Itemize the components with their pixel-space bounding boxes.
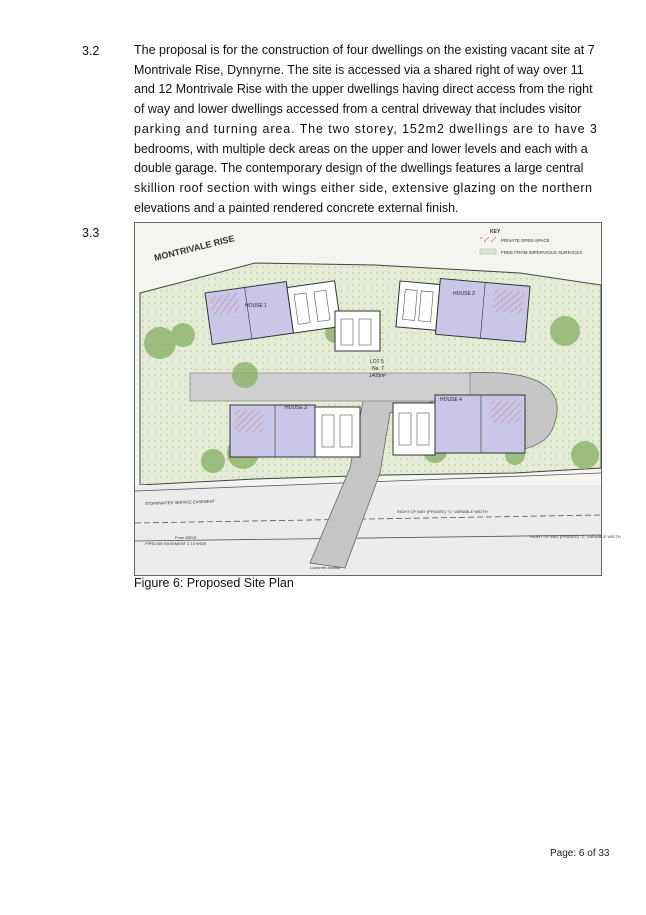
section-3-2-number: 3.2	[82, 44, 100, 58]
paragraph-line: skillion roof section with wings either side, extensive glazing on the northern	[134, 180, 593, 195]
house-3-label: HOUSE 3	[285, 405, 307, 411]
concrete-access-label: Concrete access	[310, 565, 340, 570]
house-4	[393, 395, 525, 455]
page-number: Page: 6 of 33	[550, 848, 610, 859]
visitor-parking	[335, 311, 380, 351]
row-label-lower: RIGHT OF WAY (PRIVATE) "C" VARIABLE WIDTH	[530, 534, 621, 539]
lot-label: LOT 5	[370, 359, 384, 365]
row-label-upper: RIGHT OF WAY (PRIVATE) "C" VARIABLE WIDTH	[397, 509, 488, 514]
site-plan-figure	[134, 222, 621, 576]
house-3	[230, 405, 360, 457]
section-3-2-paragraph	[134, 41, 602, 218]
key-title: KEY	[490, 229, 501, 235]
stormwater-easement-label: STORMWATER SERVICE EASEMENT	[144, 498, 216, 506]
paragraph-line: Montrivale Rise, Dynnyrne. The site is accessed via a shared right of way over 11	[134, 62, 584, 77]
paragraph-line: bedrooms, with multiple deck areas on the upper and lower levels and each with a	[134, 141, 588, 156]
dbyd-label: From DBYD	[175, 535, 197, 540]
site-plan-drawing	[135, 223, 621, 575]
key-item-impervious: FREE FROM IMPERVIOUS SURFACES	[501, 250, 583, 255]
house-2-label: HOUSE 2	[453, 291, 475, 297]
lot-area: 1405m²	[369, 373, 386, 379]
street-label: MONTRIVALE RISE	[153, 233, 236, 263]
paragraph-line: of way and lower dwellings accessed from a central driveway that includes visitor	[134, 102, 582, 117]
paragraph-line: elevations and a painted rendered concrete external finish.	[134, 200, 459, 215]
paragraph-line: parking and turning area. The two storey, 152m2 dwellings are to have 3	[134, 121, 598, 136]
pipeline-easement-label: PIPELINE EASEMENT 2.10 WIDE	[145, 541, 207, 546]
section-3-3-number: 3.3	[82, 226, 100, 240]
house-4-label: HOUSE 4	[440, 397, 462, 403]
paragraph-line: double garage. The contemporary design of the dwellings features a large central	[134, 161, 584, 176]
central-driveway	[190, 373, 470, 401]
paragraph-line: The proposal is for the construction of four dwellings on the existing vacant site at 7	[134, 43, 595, 57]
house-1-label: HOUSE 1	[245, 303, 267, 309]
paragraph-line: and 12 Montrivale Rise with the upper dwellings having direct access from the right	[134, 82, 593, 97]
key-item-pos: PRIVATE OPEN SPACE	[501, 238, 550, 243]
figure-caption: Figure 6: Proposed Site Plan	[134, 576, 294, 590]
lot-number: No. 7	[372, 366, 384, 372]
